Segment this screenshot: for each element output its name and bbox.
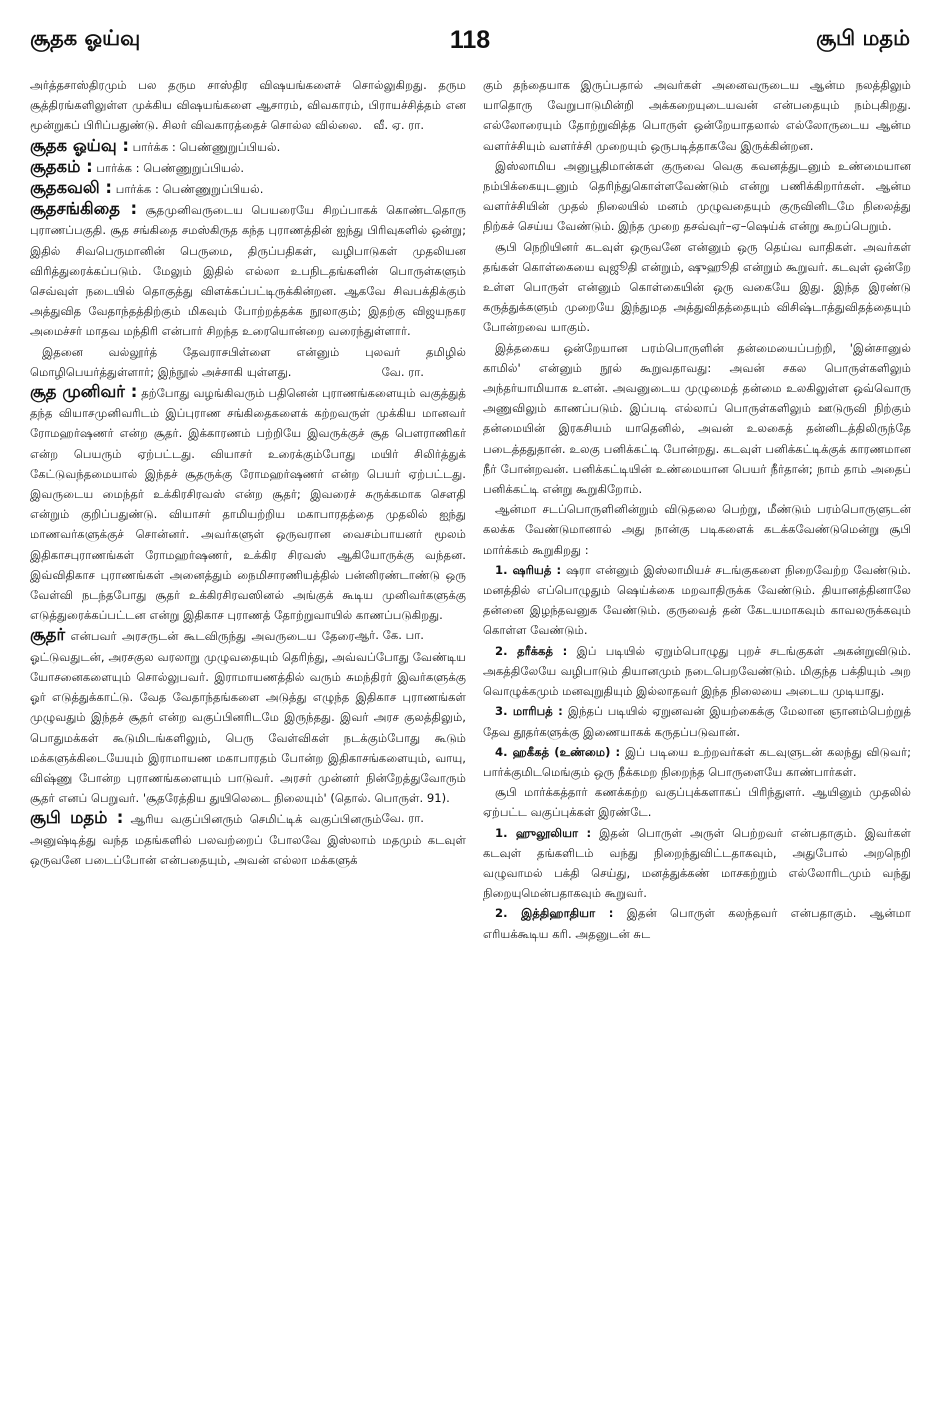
- body-paragraph: சூபி நெறியினர் கடவுள் ஒருவனே என்னும் ஒரு தெய்வ வாதிகள். அவர்கள் தங்கள் கொள்கையை வுஜூதி என்றும், ஷுஹூதி என்றும் கூறுவர். கடவுள் ஒன்றே உள்ள பொருள் என்னும் கொள்கையின் ஒரு வகையே இது. இந்த இரண்டு கருத்துக்களும் முறையே இந்துமத அத்துவிதத்தையும் விசிஷ்டாத்துவிதத்தையும் போன்றவை யாகும்.: [483, 239, 911, 335]
- entry-cross-reference: சூதக ஓய்வு : பார்க்க : பெண்ணுறுப்பியல்.: [30, 135, 281, 155]
- body-paragraph: கும் தந்தையாக இருப்பதால் அவர்கள் அனைவருடைய ஆன்ம நலத்திலும் யாதொரு வேறுபாடுமின்றி அக்கறையுடையவன் என்பதையும் நம்புகிறது. எல்லோரையும் தோற்றுவித்த பொருள் ஒன்றேயாதலால் எல்லோருடைய ஆன்ம வளர்ச்சியும் வளர்ச்சி முறையும் ஒருபடித்தாகவே இருக்கின்றன.: [483, 78, 911, 153]
- header-right-title: சூபி மதம்: [815, 26, 910, 50]
- entry-paragraph: சூதர் என்பவர் அரசருடன் கூடவிருந்து அவருடைய தேரை ஓட்டுவதுடன், அரசகுல வரலாறு முழுவதையும் தெரிந்து, அவ்வப்போது வேண்டிய யோசனைகளையும் சொல்லுபவர். இராமாயணத்தில் வரும் சுமந்திரர் இவர்களுக்கு ஓர் எடுத்துக்காட்டு. வேத வேதாந்தங்களை அடுத்து எழுந்த இதிகாச புராணங்கள் முழுவதும் இந்தச் சூதர் என்ற வகுப்பினரிடமே இருந்தது. இவர் அரச குலத்திலும், பொதுமக்கள் கூடுமிடங்களிலும், பெரு வேள்விகள் நடக்கும்போது கூடும் மக்களுக்கிடையேயும் இராமாயண மகாபாரதம் போன்ற இதிகாசங்களையும், வாயு, விஷ்ணு போன்ற புராணங்களையும் பாடுவர். அரசர் முன்னர் நின்றேத்துவோரும் சூதர் எனப் பெறுவர். 'சூதரேத்திய துயிலெடை நிலையும்' (தொல். பொருள். 91). வே. ரா.: [30, 625, 466, 808]
- body-paragraph: சூபி மார்க்கத்தார் கணக்கற்ற வகுப்புக்களாகப் பிரிந்துளர். ஆயினும் முதலில் ஏற்பட்ட வகுப்புக்கள் இரண்டே.: [483, 785, 911, 820]
- entry-paragraph: சூதசங்கிதை : சூதமுனிவருடைய பெயரையே சிறப்பாகக் கொண்டதொரு புராணப்பகுதி. சூத சங்கிதை சமஸ்கிருத கந்த புராணத்தின் ஐந்து பிரிவுகளில் ஒன்று; இதில் சிவபெருமானின் பெருமை, திருப்பதிகள், வழிபாடுகள் முதலியன விரித்துரைக்கப்படும். மேலும் இதில் எல்லா உபநிடதங்களின் பொருள்களும் செவ்வுள் நடையில் தொகுத்து விளக்கப்பட்டிருக்கின்றன. ஆகவே சிவபக்திக்கும் அத்துவித வேதாந்தத்திற்கும் மிகவும் போற்றத்தக்க நூலாகும்; இதற்கு விஜயநகர அமைச்சர் மாதவ மந்திரி என்பார் சிறந்த உரையொன்றை வரைந்துள்ளார்.: [30, 199, 466, 339]
- entry-headword: சூபி மதம் :: [30, 808, 124, 828]
- signature: வீ. ஏ. ரா.: [373, 118, 424, 133]
- list-item: 2. தரீக்கத் : இப் படியில் ஏறும்பொழுது புறச் சடங்குகள் அகன்றுவிடும். அகத்திலேயே வழிபாடும் தியானமும் நடைபெறவேண்டும். மிகுந்த பக்தியும் அற வொழுக்கமும் மனவுறுதியும் இல்லாதவர் இந்த நிலையை அடைய முடியாது.: [483, 643, 912, 699]
- entry-headword: சூதக ஓய்வு :: [30, 135, 129, 155]
- entry-paragraph: சூபி மதம் : ஆரிய வகுப்பினரும் செமிட்டிக் வகுப்பினரும் அனுஷ்டித்து வந்த மதங்களில் பலவற்றைப் போலவே இஸ்லாம் மதமும் கடவுள் ஒருவனே படைப்போன் என்பதையும், அவன் எல்லா மக்களுக்: [30, 808, 466, 867]
- body-paragraph: இத்தகைய ஒன்றேயான பரம்பொருளின் தன்மையைப்பற்றி, 'இன்சானுல் காமில்' என்னும் நூல் கூறுவதாவது: அவன் சகல பொருள்களிலும் அந்தர்யாமியாக உளன். அவனுடைய முழுமைத் தன்மை உலகிலுள்ள ஒவ்வொரு அணுவிலும் காணப்படும். இப்படி எல்லாப் பொருள்களிலும் ஊடுருவி நிற்கும் தன்மையின் இரகசியம் யாதெனில், அவன் உலகைத் தன்னிடத்திலிருந்தே படைத்ததுதான். உலகு பனிக்கட்டி போன்றது. கடவுள் பனிக்கட்டிக்குக் காரணமான நீர் போன்றவன். பனிக்கட்டியின் உண்மையான பெயர் நீர்தான்; நாம் தாம் அதைப் பனிக்கட்டி என்று கூறுகிறோம்.: [483, 340, 911, 497]
- list-item: 1. ஹுலூலியா : இதன் பொருள் அருள் பெற்றவர் என்பதாகும். இவர்கள் கடவுள் தங்களிடம் வந்து நிறைந்துவிட்டதாகவும், அதுபோல் அறநெறி வழுவாமல் பக்தி செய்து, மனத்துக்கண் மாசகற்றும் எல்லோரிடமும் வந்து நிறையுமென்பதாகவும் கூறுவர்.: [483, 825, 911, 901]
- list-item: 2. இத்திஹாதியா : இதன் பொருள் கலந்தவர் என்பதாகும். ஆன்மா எரியக்கூடிய கரி. அதனுடன் சுட: [483, 906, 911, 941]
- opening-paragraph: அர்த்தசாஸ்திரமும் பல தரும சாஸ்திர விஷயங்களைச் சொல்லுகிறது. தரும சூத்திரங்களிலுள்ள முக்கிய விஷயங்களை ஆசாரம், விவகாரம், பிராயச்சித்தம் என மூன்றுகப் பிரிப்பதுண்டு. சிலர் விவகாரத்தைச் சொல்ல வில்லை. வீ. ஏ. ரா.: [30, 75, 466, 136]
- list-item: 1. ஷரியத் : ஷரா என்னும் இஸ்லாமியச் சடங்குகளை நிறைவேற்ற வேண்டும். மனத்தில் எப்பொழுதும் ஷெய்க்கை மறவாதிருக்க வேண்டும். தியானத்தினாலே தன்னை இழந்தவனுக வேண்டும். குருவைத் தன் கேடயமாகவும் காவலருக்கவும் கொள்ள வேண்டும்.: [483, 562, 911, 638]
- body-paragraph: இஸ்லாமிய அனுபூதிமான்கள் குருவை வெகு கவனத்துடனும் உண்மையான நம்பிக்கையுடனும் தெரிந்துகொள்ளவேண்டும் என்று பணிக்கிறார்கள். ஆன்ம வளர்ச்சியின் முதல் நிலையில் மனம் முழுவதையும் குருவினிடமே நிலைத்து நிற்கச் செய்ய வேண்டும். இந்த முறை தசவ்வுர்–ஏ–ஷெய்க் என்று கூறப்பெறும்.: [483, 158, 911, 234]
- body-paragraph: ஆன்மா சடப்பொருளினின்றும் விடுதலை பெற்று, மீண்டும் பரம்பொருளுடன் கலக்க வேண்டுமானால் அது நான்கு படிகளைக் கடக்கவேண்டுமென்று சூபி மார்க்கம் கூறுகிறது :: [483, 502, 911, 557]
- entry-paragraph: சூத முனிவர் : தற்போது வழங்கிவரும் பதினென் புராணங்களையும் வகுத்துத் தந்த வியாசமுனிவரிடம் இப்புராண சங்கிதைகளைக் கற்றவருள் முக்கிய மானவர் ரோமஹர்ஷணர் என்ற சூதர். இக்காரணம் பற்றியே இவருக்குச் சூத பௌராணிகர் என்ற பெயரும் ஏற்பட்டது. வியாசர் உரைக்கும்போது மயிர் சிலிர்த்துக் கேட்டுவந்தமையால் இந்தச் சூதருக்கு ரோமஹர்ஷணர் என்ற பெயர் ஏற்பட்டது. இவருடைய மைந்தர் உக்கிரசிரவஸ் என்ற சூதர்; இவரைச் சுருக்கமாக சௌதி என்றும் குறிப்பதுண்டு. வியாசர் தாமியற்றிய மகாபாரதத்தை முதலில் ஐந்து மாணவர்களுக்குச் சொன்னர். அவர்களுள் ஒருவரான வைசம்பாயனர் மூலம் இதிகாசபுராணங்கள் ரோமஹர்ஷணர், உக்கிர சிரவஸ் ஆகியோருக்கு வந்தன. இவ்விதிகாச புராணங்கள் அனைத்தும் நைமிசாரணியத்தில் பன்னிரண்டாண்டு ஒரு வேள்வி நடந்தபோது சூதர் உக்கிரசிரவஸினல் அங்குக் கூடிய முனிவர்களுக்கு எடுத்துரைக்கப்பட்டன என்று இதிகாச புராணத் தோற்றுவாயில் காணப்படுகிறது. ஆர். கே. பா.: [30, 382, 466, 625]
- entry-headword: சூதகவலி :: [30, 178, 113, 198]
- list-item: 3. மாரிபத் : இந்தப் படியில் ஏறுனவன் இயற்கைக்கு மேலான ஞானம்பெற்றுத் தேவ தூதர்களுக்கு இணையாகக் கருதப்படுவான்.: [483, 704, 912, 739]
- signature: வே. ரா.: [381, 811, 424, 826]
- page-header: [30, 26, 910, 62]
- left-column: [30, 75, 466, 870]
- entry-headword: சூதசங்கிதை :: [30, 199, 138, 219]
- page-number: 118: [449, 26, 491, 54]
- list-item: 4. ஹகீகத் (உண்மை) : இப் படியை உற்றவர்கள் கடவுளுடன் கலந்து விடுவர்; பார்க்குமிடமெங்கும் ஒரு நீக்கமற நிறைந்த பொருளையே காண்பார்கள்.: [483, 744, 912, 779]
- entry-headword: சூதர்: [30, 625, 66, 645]
- signature: வே. ரா.: [381, 364, 424, 379]
- right-column: [483, 75, 911, 944]
- header-left-title: சூதக ஓய்வு: [30, 26, 141, 50]
- entry-cross-reference: சூதகவலி : பார்க்க : பெண்ணுறுப்பியல்.: [30, 178, 264, 198]
- entry-headword: சூதகம் :: [30, 156, 93, 176]
- entry-paragraph: இதனை வல்லூர்த் தேவராசபிள்ளை என்னும் புலவர் தமிழில் மொழிபெயர்த்துள்ளார்; இந்நூல் அச்சாகி யுள்ளது. வே. ரா.: [30, 342, 466, 382]
- entry-headword: சூத முனிவர் :: [30, 382, 138, 402]
- entry-cross-reference: சூதகம் : பார்க்க : பெண்ணுறுப்பியல்.: [30, 156, 245, 176]
- signature: ஆர். கே. பா.: [354, 628, 424, 643]
